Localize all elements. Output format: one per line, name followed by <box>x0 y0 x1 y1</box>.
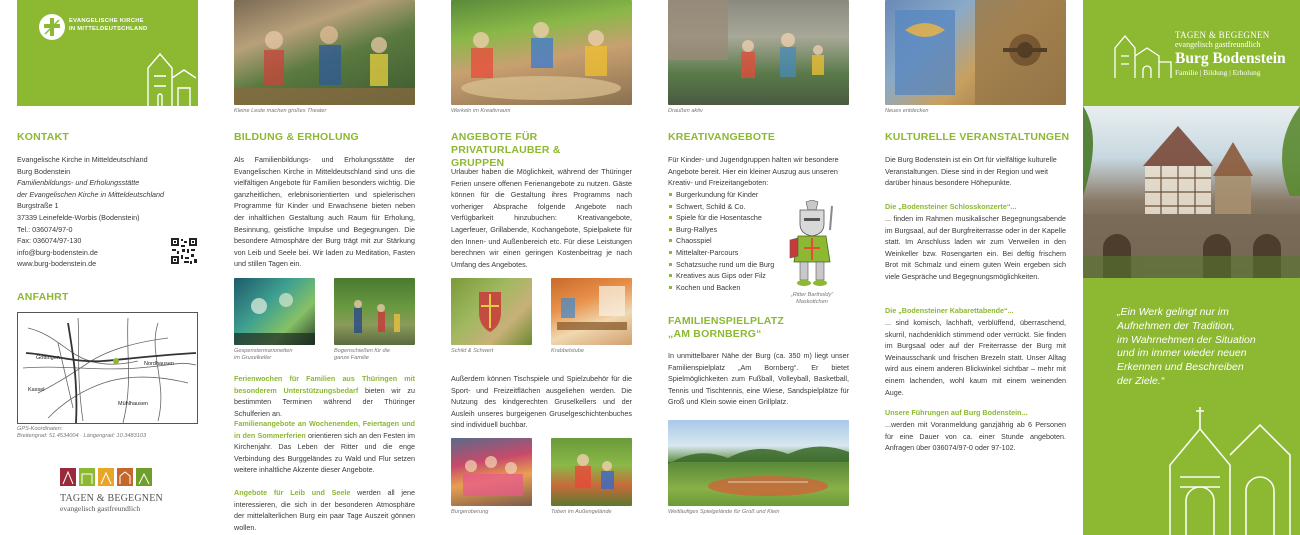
photo-spielgelaende <box>668 420 849 506</box>
kontakt-address: Evangelische Kirche in Mitteldeutschland Burg Bodenstein Familienbildungs- und Erholungsstätte der Evangelischen Kirche in Mitteldeutschland Burgstraße 1 37339 Leinefelde-Worbis (Bodenstein) Tel.: 036074/97-0 Fax: 036074/97-130 info@burg-bodenstein.de www.burg-bodenstein.de <box>17 154 197 270</box>
caption-toben: Toben im Außengelände <box>551 509 612 515</box>
privat-body2: Außerdem können Tischspiele und Spielzubehör für die Sport- und Freizeitflächen ausgeliehen werden. Die Nutzung des kindgerechten Gruselkellers und der Ausleih unseres burgeigenen Gruselgeschichtenbuches sind individuell buchbar. <box>451 374 632 430</box>
church-cross-icon <box>39 14 65 40</box>
email-link[interactable]: info@burg-bodenstein.de <box>17 247 98 257</box>
map-label-nordhausen: Nordhausen <box>144 361 174 367</box>
caption-draussen: Draußen aktiv <box>668 108 703 114</box>
list-item: Burgerkundung für Kinder <box>668 189 798 201</box>
anfahrt-map[interactable] <box>17 312 198 424</box>
familienangebote-title: Familienangebote an Wochenenden, Feiertagen und in den Sommerferien <box>234 419 415 440</box>
photo-werkeln <box>451 0 632 105</box>
spielplatz-body: In unmittelbarer Nähe der Burg (ca. 350 m) liegt unser Familienspielplatz „Am Bornberg“. Er bietet Spielmöglichkeiten zum Fußball, Volleyball, Basketball, Tennis und Tischtennis, eine Wiese, Sandspielplätze für Groß und Klein sowie einen Grillplatz. <box>668 351 849 407</box>
fuehrungen-title: Unsere Führungen auf Burg Bodenstein... <box>885 408 1028 417</box>
kultur-intro: Die Burg Bodenstein ist ein Ort für vielfältige kulturelle Veranstaltungen. Diese sind in der Region und weit darüber hinaus besondere Höhepunkte. <box>885 155 1057 188</box>
caption-bogen: Bogenschießen für die ganze Familie <box>334 348 390 361</box>
cover-burg-name: Burg Bodenstein <box>1175 50 1286 67</box>
list-item: Burg-Rallyes <box>668 224 798 236</box>
familienangebote-text: orientieren sich an den Festen im Kirchenjahr. Das Leben der Ritter und die enge Verbindung des Burggeländes zu Wald und Flur setzen weitere inhaltliche Akzente dieser Angebote. <box>234 430 415 475</box>
caption-schild: Schild & Schwert <box>451 348 494 354</box>
photo-toben <box>551 438 632 506</box>
kreativ-list <box>668 189 798 293</box>
bildung-heading: BILDUNG & ERHOLUNG <box>234 131 359 143</box>
tb-name: TAGEN & BEGEGNEN <box>60 493 163 504</box>
leib-seele-title: Angebote für Leib und Seele <box>234 488 351 497</box>
map-label-kassel: Kassel <box>28 387 45 393</box>
spielplatz-heading: FAMILIENSPIELPLATZ „AM BORNBERG“ <box>668 315 784 340</box>
caption-neues: Neues entdecken <box>885 108 929 114</box>
list-item: Kreatives aus Gips oder Filz <box>668 270 798 282</box>
church-logo-box <box>17 0 198 106</box>
schlosskonzerte-body: ... finden im Rahmen musikalischer Begegnungsabende im Burgsaal, auf der Burgfreiterrasse oder in der Kapelle statt. Im Anschluss laden wir zum Verweilen in den Weinkeller bzw. Rosengarten ein. Bei deftig frischem Brot mit Schmalz und einem guten Wein ergeben sich viele Gespräche und Begegnungsmöglichkeiten. <box>885 214 1066 281</box>
photo-krabbelstube <box>551 278 632 345</box>
tagen-begegnen-logo <box>60 468 163 513</box>
tb-tagline: evangelisch gastfreundlich <box>60 504 141 513</box>
bildung-familienangebote <box>234 418 415 476</box>
photo-schild-schwert <box>451 278 532 345</box>
caption-burger: Burgeroberung <box>451 509 489 515</box>
caption-krabbel: Krabbelstube <box>551 348 584 354</box>
photo-burgeroberung <box>451 438 532 506</box>
bildung-ferienwochen <box>234 373 415 419</box>
schlosskonzerte-title: Die „Bodensteiner Schlosskonzerte“... <box>885 202 1017 211</box>
tb-blocks-icon <box>60 468 154 486</box>
kreativ-intro: Für Kinder- und Jugendgruppen halten wir besondere Angebote bereit. Hier ein kleiner Auszug aus unseren Kreativ- und Freizeitangeboten: <box>668 155 839 188</box>
qr-code-icon[interactable] <box>170 237 198 265</box>
photo-neues <box>885 0 1066 105</box>
cover-tb-name: TAGEN & BEGEGNEN <box>1175 30 1270 40</box>
gps-coordinates: GPS-Koordinaten: Breitengrad: 51.4534004 · Längengrad: 10.3483103 <box>17 426 147 439</box>
cover-tagline: Familie | Bildung | Erholung <box>1175 68 1261 77</box>
list-item: Schwert, Schild & Co. <box>668 201 798 213</box>
photo-gespenster <box>234 278 315 345</box>
list-item: Spiele für die Hosentasche <box>668 212 798 224</box>
kreativ-heading: KREATIVANGEBOTE <box>668 131 776 143</box>
leib-seele-text: werden all jene interessieren, die sich in der besonderen Atmosphäre der mittelalterlichen Burg ein paar Tage Auszeit gönnen wollen. <box>234 488 415 532</box>
photo-draussen <box>668 0 849 105</box>
list-item: Mittelalter-Parcours <box>668 247 798 259</box>
bildung-body: Als Familienbildungs- und Erholungsstätte der Evangelischen Kirche in Mitteldeutschland sind uns die vielfältigen Angebote für Familien besonders wichtig. Die ganzheitlichen, erlebnisorientierten und spielerischen Programme für Kinder und Erwachsene bieten neben der inhaltlichen Gestaltung auch Raum für Erholung, Besinnung, geistliche Impulse und Begegnungen. Die besondere Atmosphäre der Burg trägt mit zur Stärkung von Leib und Seele bei. Wir laden zu Meditation, Fasten und stillen Tagen ein. <box>234 155 415 269</box>
caption-mascot: „Ritter Bartholdy“ Maskottchen <box>790 292 834 305</box>
photo-bogenschiessen <box>334 278 415 345</box>
caption-theater: Kleine Leute machen großes Theater <box>234 108 327 114</box>
list-item: Schatzsuche rund um die Burg <box>668 259 798 271</box>
kabarett-title: Die „Bodensteiner Kabarettabende“... <box>885 306 1014 315</box>
map-label-goettingen: Göttingen <box>36 355 60 361</box>
cover-quote: „Ein Werk gelingt nur im Aufnehmen der Tradition, im Wahrnehmen der Situation und im immer wieder neuen Erkennen und Beschreiben der Ziele.“ <box>1117 306 1256 387</box>
list-item: Chaosspiel <box>668 235 798 247</box>
fuehrungen-body: ...werden mit Voranmeldung ganzjährig ab 6 Personen für eine Dauer von ca. einer Stunde angeboten. Anfragen über 036074/97-0 oder 97-102. <box>885 420 1066 453</box>
kontakt-heading: KONTAKT <box>17 131 69 143</box>
map-label-muehlhausen: Mühlhausen <box>118 401 148 407</box>
caption-werkeln: Werkeln im Kreativraum <box>451 108 511 114</box>
church-name: EVANGELISCHE KIRCHE IN MITTELDEUTSCHLAND <box>69 18 148 32</box>
caption-spielgelaende: Weitläufiges Spielgelände für Groß und Klein <box>668 509 780 515</box>
bildung-leib-seele <box>234 487 415 533</box>
cover-tb-tagline: evangelisch gastfreundlich <box>1175 40 1261 49</box>
ferienwochen-title: Ferienwochen für Familien aus Thüringen mit besonderem Unterstützungsbedarf <box>234 374 415 395</box>
kabarett-body: ... sind komisch, lachhaft, verblüffend, überraschend, skurril, nachdenklich stimmend oder verrückt. Sie finden im Burgsaal oder auf der Freiterrasse der Burg mit Weinausschank und frischen Brezeln statt. Unser Alltag wird aus einem anderen Blickwinkel sichtbar – mehr mit einem lachenden, wohl kaum mit einem weinenden Auge. <box>885 318 1066 397</box>
kultur-heading: KULTURELLE VERANSTALTUNGEN <box>885 131 1070 143</box>
castle-outline-icon <box>1111 32 1173 78</box>
caption-gespenster: Gespenstermarionetten im Gruselkeller <box>234 348 293 361</box>
privat-heading: ANGEBOTE FÜR PRIVATURLAUBER & GRUPPEN <box>451 131 561 169</box>
privat-body: Urlauber haben die Möglichkeit, während der Thüringer Ferien unsere offenen Ferienangebote zu nutzen. Gäste können für die Gestaltung ihres Programms nach vorheriger Absprache folgende Angebote nach Verfügbarkeit hinzubuchen: Kreativangebote, Lagerfeuer, Grillabende, Kochangebote, Spielpakete für den Innen- und Außenbereich etc. Für diese Leistungen berechnen wir einen geringen Kostenbeitrag je nach Umfang des Angebotes. <box>451 167 632 269</box>
anfahrt-heading: ANFAHRT <box>17 291 69 303</box>
photo-theater <box>234 0 415 105</box>
castle-gate-outline-icon <box>1160 395 1300 535</box>
cover-brand <box>1175 30 1293 78</box>
website-link[interactable]: www.burg-bodenstein.de <box>17 259 97 269</box>
list-item: Kochen und Backen <box>668 282 798 294</box>
knight-mascot-icon <box>786 200 838 288</box>
castle-outline-icon <box>144 48 196 106</box>
photo-burg-bodenstein <box>1083 106 1300 278</box>
ferienwochen-text: bieten wir zu bestimmten Terminen während der Thüringer Schulferien an. <box>234 385 415 418</box>
